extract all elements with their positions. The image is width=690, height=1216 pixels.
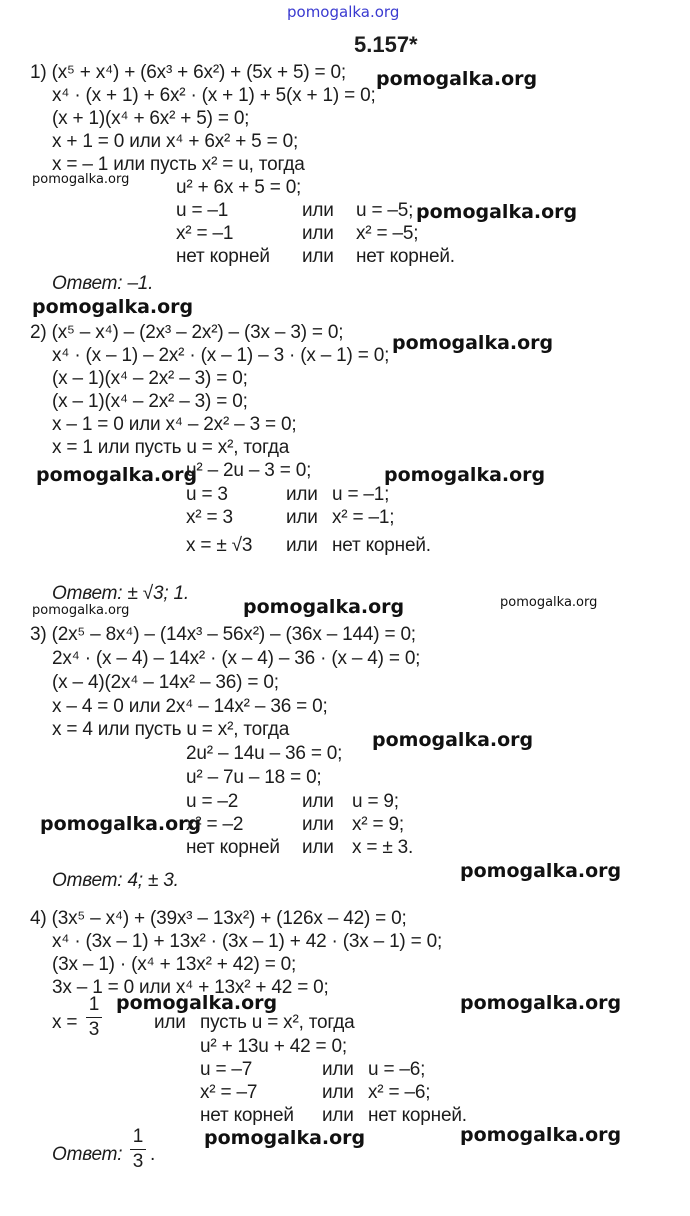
p1-line-7a: u = –1 bbox=[176, 200, 229, 221]
p4-line-5a: x = bbox=[52, 1012, 78, 1033]
watermark: pomogalka.org bbox=[376, 68, 538, 90]
watermark: pomogalka.org bbox=[416, 201, 578, 223]
p1-line-7b: или bbox=[302, 200, 334, 221]
watermark-top: pomogalka.org bbox=[287, 3, 400, 21]
p1-line-9a: нет корней bbox=[176, 246, 270, 267]
watermark: pomogalka.org bbox=[392, 332, 554, 354]
p1-line-2: x⁴ · (x + 1) + 6x² · (x + 1) + 5(x + 1) = 0; bbox=[52, 85, 376, 106]
watermark: pomogalka.org bbox=[32, 603, 130, 618]
p1-answer: Ответ: –1. bbox=[52, 273, 154, 294]
p4-answer-fraction bbox=[130, 1126, 146, 1173]
p1-line-9c: нет корней. bbox=[356, 246, 455, 267]
p4-line-1: 4) (3x⁵ – x⁴) + (39x³ – 13x²) + (126x – 42) = 0; bbox=[30, 908, 407, 929]
p1-line-5: x = – 1 или пусть x² = u, тогда bbox=[52, 154, 305, 175]
p1-line-6: u² + 6x + 5 = 0; bbox=[176, 177, 302, 198]
p2-line-4: (x – 1)(x⁴ – 2x² – 3) = 0; bbox=[52, 391, 248, 412]
p2-line-10b: или bbox=[286, 535, 318, 556]
p4-line-5c: пусть u = x², тогда bbox=[200, 1012, 355, 1033]
p1-line-7c: u = –5; bbox=[356, 200, 414, 221]
p1-line-3: (x + 1)(x⁴ + 6x² + 5) = 0; bbox=[52, 108, 250, 129]
watermark: pomogalka.org bbox=[40, 813, 202, 835]
p4-line-5b: или bbox=[154, 1012, 186, 1033]
p4-line-8b: или bbox=[322, 1082, 354, 1103]
watermark: pomogalka.org bbox=[384, 464, 546, 486]
p2-line-10a: x = ± √3 bbox=[186, 535, 253, 556]
watermark: pomogalka.org bbox=[204, 1127, 366, 1149]
watermark: pomogalka.org bbox=[500, 595, 598, 610]
p3-line-9b: или bbox=[302, 814, 334, 835]
p3-line-5: x = 4 или пусть u = x², тогда bbox=[52, 719, 290, 740]
p3-line-2: 2x⁴ · (x – 4) – 14x² · (x – 4) – 36 · (x – 4) = 0; bbox=[52, 648, 421, 669]
p2-answer: Ответ: ± √3; 1. bbox=[52, 583, 189, 604]
p3-line-4: x – 4 = 0 или 2x⁴ – 14x² – 36 = 0; bbox=[52, 696, 328, 717]
p4-answer-dot: . bbox=[150, 1144, 156, 1165]
fraction-numerator: 1 bbox=[132, 1126, 144, 1147]
p4-line-7c: u = –6; bbox=[368, 1059, 426, 1080]
fraction-denominator: 3 bbox=[132, 1151, 144, 1172]
p2-line-3: (x – 1)(x⁴ – 2x² – 3) = 0; bbox=[52, 368, 248, 389]
p1-line-8b: или bbox=[302, 223, 334, 244]
p3-line-10a: нет корней bbox=[186, 837, 280, 858]
p1-line-8a: x² = –1 bbox=[176, 223, 234, 244]
p2-line-8c: u = –1; bbox=[332, 484, 390, 505]
p2-line-9b: или bbox=[286, 507, 318, 528]
p2-line-9c: x² = –1; bbox=[332, 507, 395, 528]
p3-line-7: u² – 7u – 18 = 0; bbox=[186, 767, 322, 788]
problem-number: 5.157* bbox=[354, 32, 418, 57]
p4-line-9b: или bbox=[322, 1105, 354, 1126]
p2-line-5: x – 1 = 0 или x⁴ – 2x² – 3 = 0; bbox=[52, 414, 297, 435]
watermark: pomogalka.org bbox=[32, 172, 130, 187]
p3-line-8c: u = 9; bbox=[352, 791, 399, 812]
p3-line-1: 3) (2x⁵ – 8x⁴) – (14x³ – 56x²) – (36x – 144) = 0; bbox=[30, 624, 416, 645]
watermark: pomogalka.org bbox=[243, 596, 405, 618]
watermark: pomogalka.org bbox=[460, 1124, 622, 1146]
p3-line-3: (x – 4)(2x⁴ – 14x² – 36) = 0; bbox=[52, 672, 279, 693]
p1-line-9b: или bbox=[302, 246, 334, 267]
p3-answer: Ответ: 4; ± 3. bbox=[52, 870, 179, 891]
fraction-numerator: 1 bbox=[88, 994, 100, 1015]
p4-line-8c: x² = –6; bbox=[368, 1082, 431, 1103]
p2-line-7: u² – 2u – 3 = 0; bbox=[186, 460, 312, 481]
p3-line-9a: x² = –2 bbox=[186, 814, 244, 835]
watermark: pomogalka.org bbox=[36, 464, 198, 486]
p2-line-2: x⁴ · (x – 1) – 2x² · (x – 1) – 3 · (x – 1) = 0; bbox=[52, 345, 390, 366]
watermark: pomogalka.org bbox=[116, 992, 278, 1014]
watermark: pomogalka.org bbox=[372, 729, 534, 751]
p4-line-6: u² + 13u + 42 = 0; bbox=[200, 1036, 347, 1057]
p2-line-6: x = 1 или пусть u = x², тогда bbox=[52, 437, 290, 458]
fraction-denominator: 3 bbox=[88, 1019, 100, 1040]
p1-line-1: 1) (x⁵ + x⁴) + (6x³ + 6x²) + (5x + 5) = 0; bbox=[30, 62, 346, 83]
p3-line-10c: x = ± 3. bbox=[352, 837, 414, 858]
p4-line-9c: нет корней. bbox=[368, 1105, 467, 1126]
p2-line-10c: нет корней. bbox=[332, 535, 431, 556]
p3-line-9c: x² = 9; bbox=[352, 814, 404, 835]
p4-line-8a: x² = –7 bbox=[200, 1082, 258, 1103]
p4-fraction bbox=[86, 994, 102, 1041]
watermark: pomogalka.org bbox=[32, 296, 194, 318]
p3-line-8b: или bbox=[302, 791, 334, 812]
p4-line-7a: u = –7 bbox=[200, 1059, 253, 1080]
watermark: pomogalka.org bbox=[460, 992, 622, 1014]
p3-line-6: 2u² – 14u – 36 = 0; bbox=[186, 743, 343, 764]
p2-line-1: 2) (x⁵ – x⁴) – (2x³ – 2x²) – (3x – 3) = 0; bbox=[30, 322, 344, 343]
p2-line-9a: x² = 3 bbox=[186, 507, 233, 528]
p3-line-8a: u = –2 bbox=[186, 791, 239, 812]
p4-line-3: (3x – 1) · (x⁴ + 13x² + 42) = 0; bbox=[52, 954, 297, 975]
p1-line-4: x + 1 = 0 или x⁴ + 6x² + 5 = 0; bbox=[52, 131, 299, 152]
watermark: pomogalka.org bbox=[460, 860, 622, 882]
p2-line-8a: u = 3 bbox=[186, 484, 228, 505]
p1-line-8c: x² = –5; bbox=[356, 223, 419, 244]
p4-line-4: 3x – 1 = 0 или x⁴ + 13x² + 42 = 0; bbox=[52, 977, 329, 998]
p4-answer: Ответ: bbox=[52, 1144, 123, 1165]
p4-line-2: x⁴ · (3x – 1) + 13x² · (3x – 1) + 42 · (3x – 1) = 0; bbox=[52, 931, 443, 952]
p4-line-9a: нет корней bbox=[200, 1105, 294, 1126]
p3-line-10b: или bbox=[302, 837, 334, 858]
p2-line-8b: или bbox=[286, 484, 318, 505]
p4-line-7b: или bbox=[322, 1059, 354, 1080]
